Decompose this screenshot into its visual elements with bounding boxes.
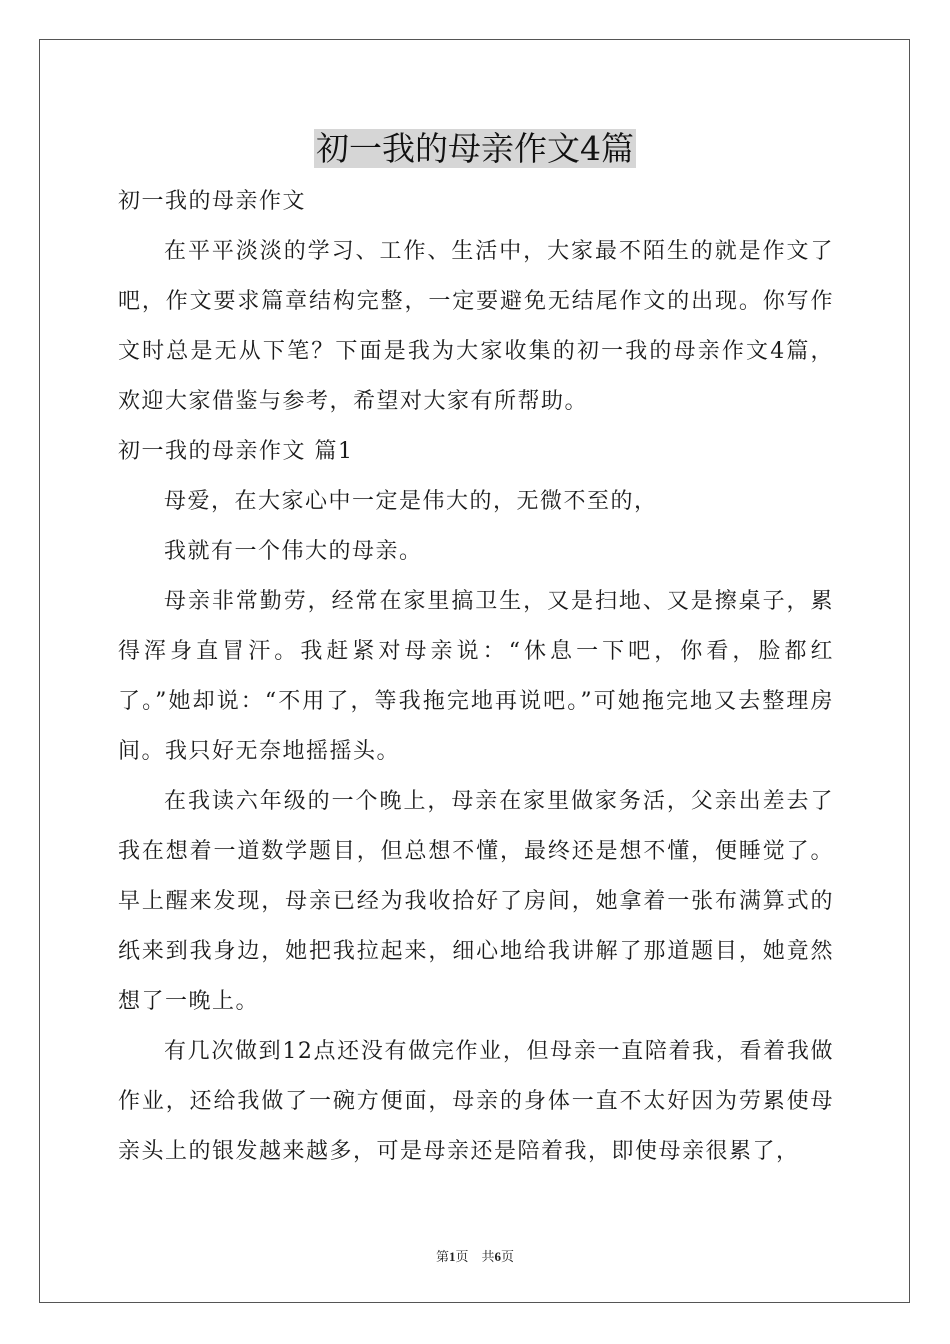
section-heading: 初一我的母亲作文 篇1 xyxy=(118,439,354,464)
document-title: 初一我的母亲作文4篇 xyxy=(316,129,634,168)
footer-total-pages: 6 xyxy=(494,1249,501,1264)
section-heading: 初一我的母亲作文 xyxy=(118,189,307,214)
body-paragraph: 母爱，在大家心中一定是伟大的，无微不至的， xyxy=(164,489,658,514)
footer-prefix: 第 xyxy=(435,1249,449,1264)
footer-current-page: 1 xyxy=(448,1249,456,1264)
body-paragraph: 我就有一个伟大的母亲。 xyxy=(164,539,423,564)
body-paragraph: 在我读六年级的一个晚上，母亲在家里做家务活，父亲出差去了我在想着一道数学题目，但总想不懂，最终还是想不懂，便睡觉了。早上醒来发现，母亲已经为我收拾好了房间，她拿着一张布满算式的纸来到我身边，她把我拉起来，细心地给我讲解了那道题目，她竟然想了一晚上。 xyxy=(118,789,834,1014)
footer-mid: 页 共 xyxy=(455,1249,495,1264)
body-paragraph: 母亲非常勤劳，经常在家里搞卫生，又是扫地、又是擦桌子，累得浑身直冒汗。我赶紧对母亲说：“休息一下吧，你看，脸都红了。”她却说：“不用了，等我拖完地再说吧。”可她拖完地又去整理房间。我只好无奈地摇摇头。 xyxy=(118,589,834,764)
document-title-container xyxy=(0,128,950,170)
document-body xyxy=(118,177,834,1177)
footer-suffix: 页 xyxy=(501,1249,515,1264)
body-paragraph: 有几次做到12点还没有做完作业，但母亲一直陪着我，看着我做作业，还给我做了一碗方便面，母亲的身体一直不太好因为劳累使母亲头上的银发越来越多，可是母亲还是陪着我，即使母亲很累了， xyxy=(118,1039,834,1164)
page-footer xyxy=(0,1246,950,1265)
body-paragraph: 在平平淡淡的学习、工作、生活中，大家最不陌生的就是作文了吧，作文要求篇章结构完整，一定要避免无结尾作文的出现。你写作文时总是无从下笔？下面是我为大家收集的初一我的母亲作文4篇，欢迎大家借鉴与参考，希望对大家有所帮助。 xyxy=(118,239,834,414)
